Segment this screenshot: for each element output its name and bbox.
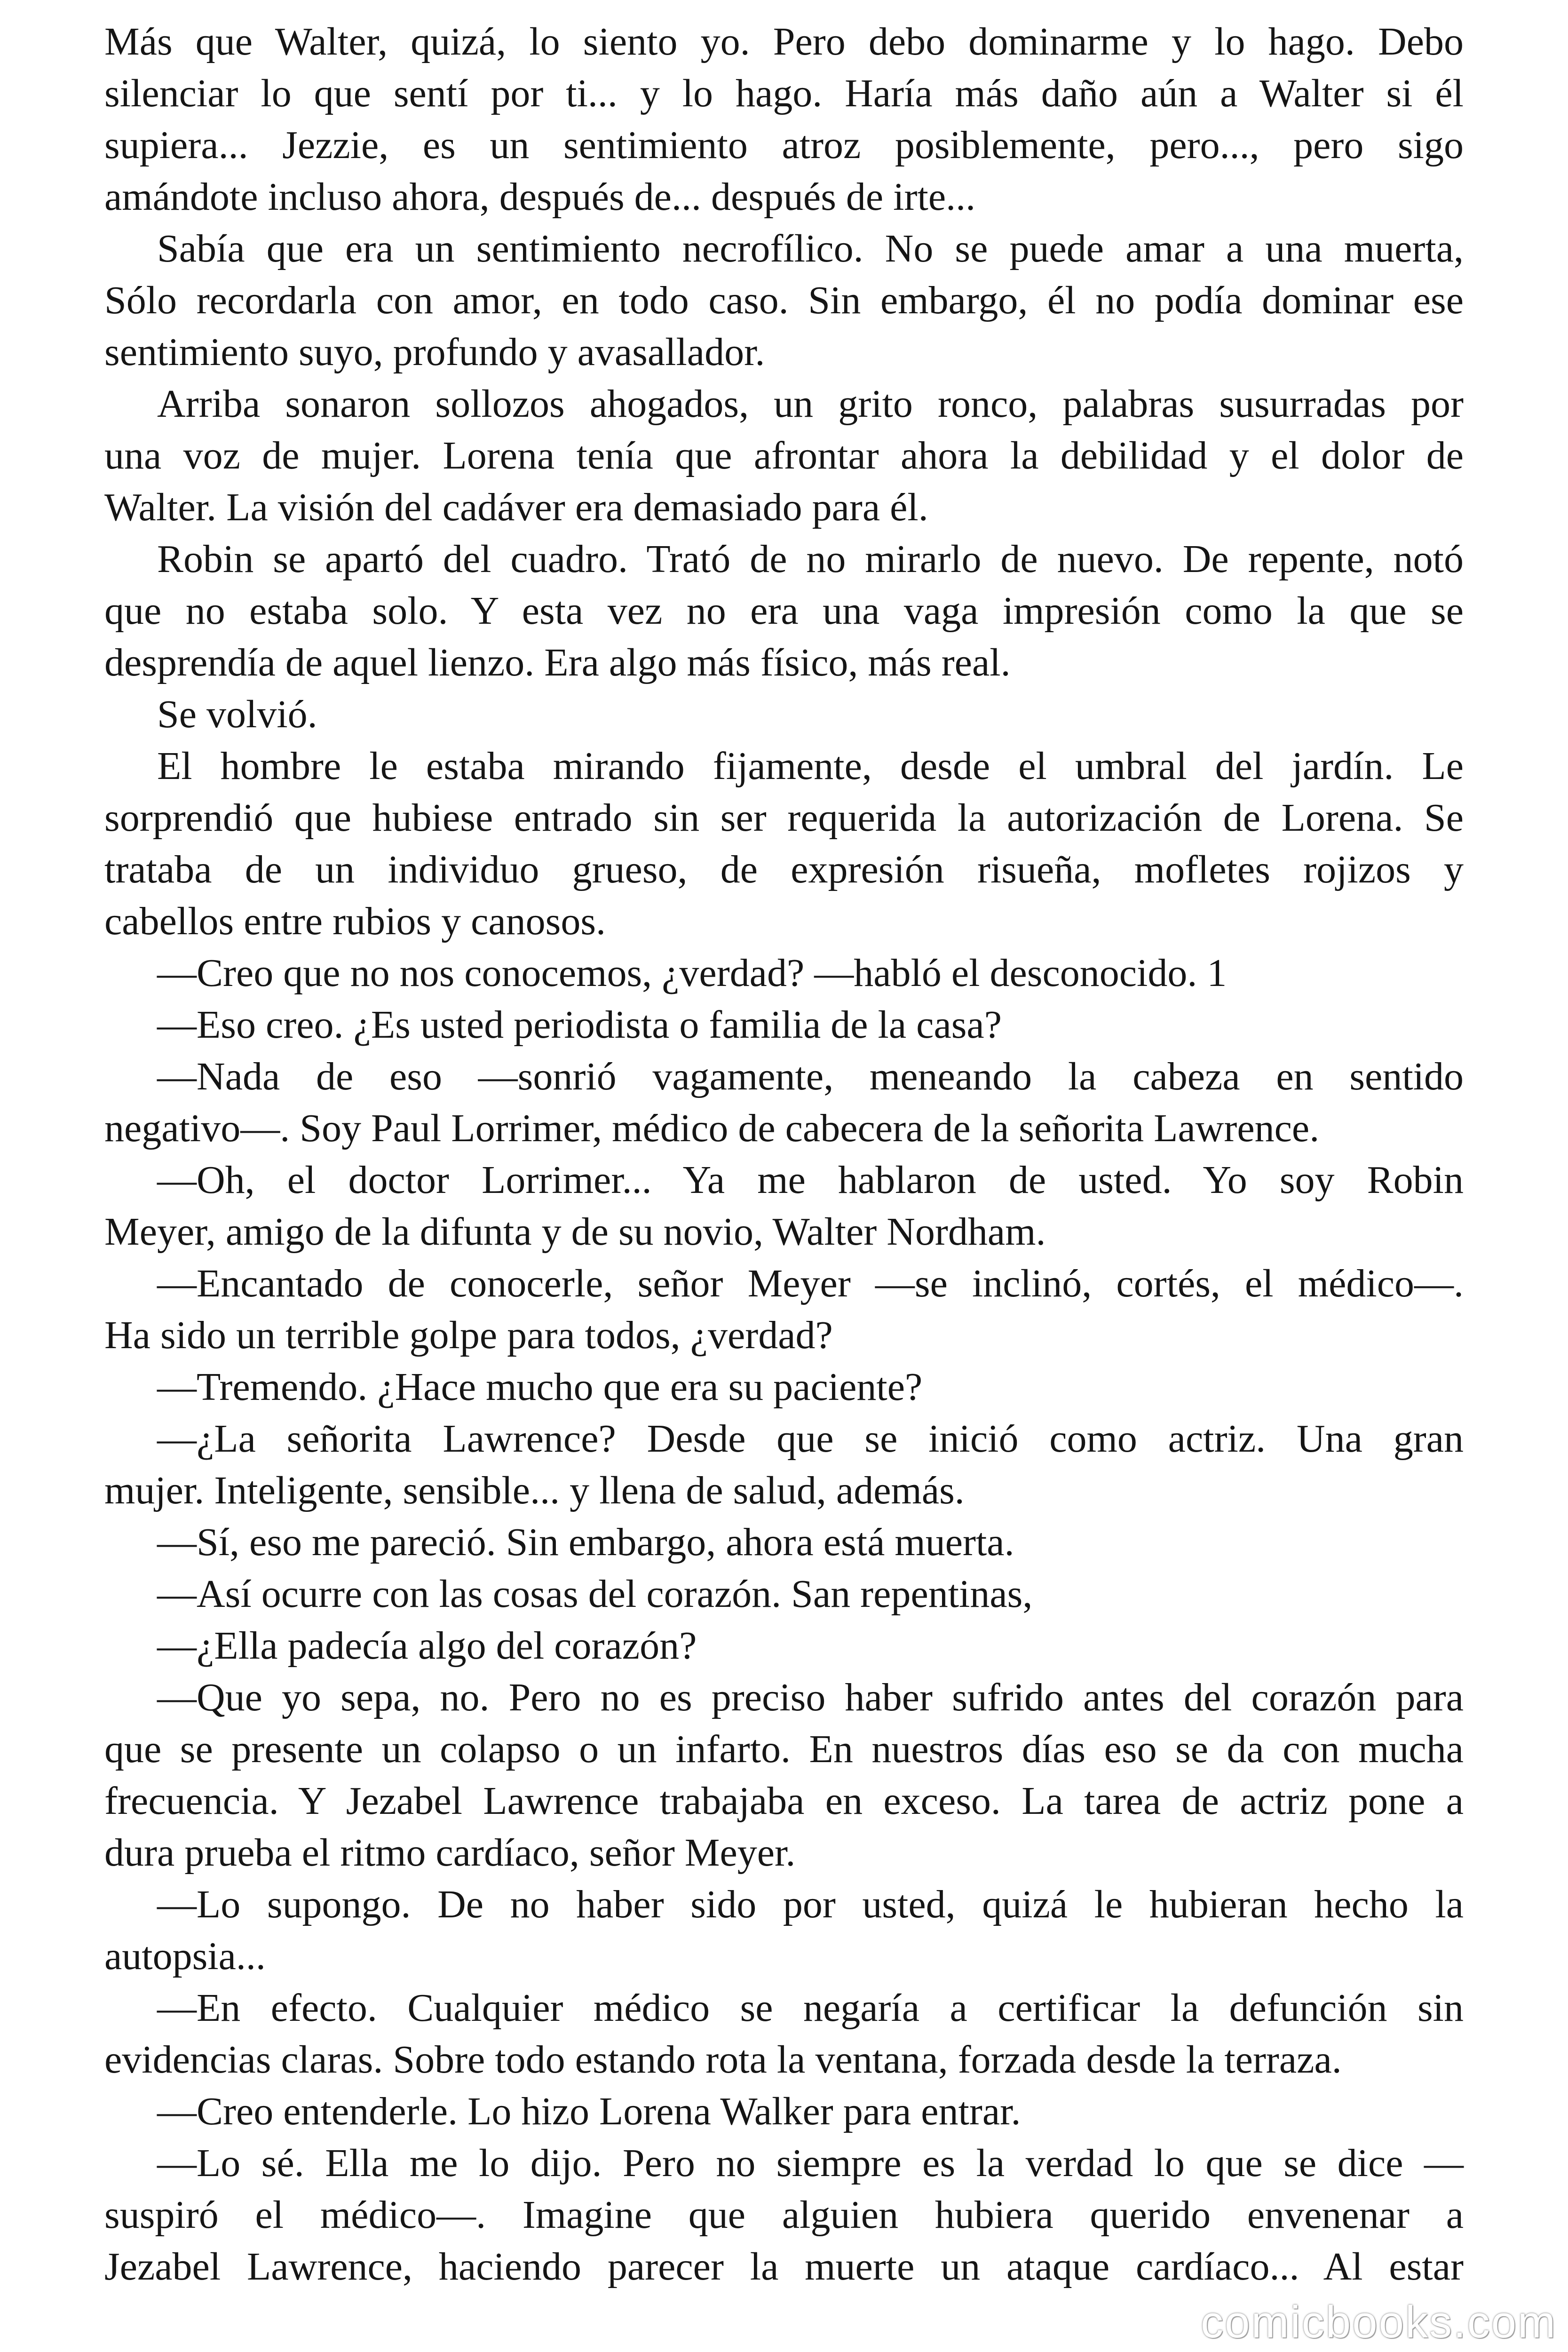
text-line: dura prueba el ritmo cardíaco, señor Meyer. <box>104 1831 796 1875</box>
text-line: Walter. La visión del cadáver era demasiado para él. <box>104 485 928 529</box>
text-line: una voz de mujer. Lorena tenía que afrontar ahora la debilidad y el dolor de <box>104 434 1464 477</box>
text-line: cabellos entre rubios y canosos. <box>104 899 606 943</box>
text-line: —Nada de eso —sonrió vagamente, meneando la cabeza en sentido <box>157 1055 1464 1098</box>
text-line: —Eso creo. ¿Es usted periodista o familia de la casa? <box>157 1003 1002 1047</box>
text-line: Ha sido un terrible golpe para todos, ¿verdad? <box>104 1313 833 1357</box>
text-line: Sabía que era un sentimiento necrofílico. No se puede amar a una muerta, <box>157 227 1464 270</box>
text-line: sorprendió que hubiese entrado sin ser requerida la autorización de Lorena. Se <box>104 796 1464 840</box>
text-line: amándote incluso ahora, después de... después de irte... <box>104 175 976 219</box>
text-line: desprendía de aquel lienzo. Era algo más físico, más real. <box>104 641 1011 684</box>
text-line: Arriba sonaron sollozos ahogados, un grito ronco, palabras susurradas por <box>157 382 1464 426</box>
text-line: —Creo entenderle. Lo hizo Lorena Walker para entrar. <box>157 2090 1021 2133</box>
text-line: Se volvió. <box>157 692 317 736</box>
text-line: —Oh, el doctor Lorrimer... Ya me hablaron de usted. Yo soy Robin <box>157 1158 1464 1202</box>
text-line: autopsia... <box>104 1934 266 1978</box>
book-page-text <box>104 16 1464 2293</box>
text-line: Robin se apartó del cuadro. Trató de no mirarlo de nuevo. De repente, notó <box>157 537 1464 581</box>
text-line: —Que yo sepa, no. Pero no es preciso haber sufrido antes del corazón para <box>157 1676 1464 1719</box>
text-line: evidencias claras. Sobre todo estando rota la ventana, forzada desde la terraza. <box>104 2038 1342 2082</box>
text-line: que no estaba solo. Y esta vez no era una vaga impresión como la que se <box>104 589 1464 633</box>
text-line: Jezabel Lawrence, haciendo parecer la muerte un ataque cardíaco... Al estar <box>104 2245 1464 2288</box>
text-line: —Sí, eso me pareció. Sin embargo, ahora está muerta. <box>157 1520 1014 1564</box>
text-line: —Así ocurre con las cosas del corazón. San repentinas, <box>157 1572 1033 1616</box>
text-line: —Tremendo. ¿Hace mucho que era su paciente? <box>157 1365 923 1409</box>
text-line: silenciar lo que sentí por ti... y lo hago. Haría más daño aún a Walter si él <box>104 72 1464 115</box>
text-line: Meyer, amigo de la difunta y de su novio, Walter Nordham. <box>104 1210 1046 1254</box>
text-line: sentimiento suyo, profundo y avasallador. <box>104 330 765 374</box>
text-line: —En efecto. Cualquier médico se negaría a certificar la defunción sin <box>157 1986 1464 2030</box>
text-line: que se presente un colapso o un infarto. En nuestros días eso se da con mucha <box>104 1727 1464 1771</box>
text-line: —Lo supongo. De no haber sido por usted, quizá le hubieran hecho la <box>157 1883 1464 1926</box>
text-line: Sólo recordarla con amor, en todo caso. Sin embargo, él no podía dominar ese <box>104 278 1464 322</box>
text-line: trataba de un individuo grueso, de expresión risueña, mofletes rojizos y <box>104 848 1464 891</box>
text-line: —Encantado de conocerle, señor Meyer —se inclinó, cortés, el médico—. <box>157 1262 1464 1305</box>
text-line: suspiró el médico—. Imagine que alguien hubiera querido envenenar a <box>104 2193 1464 2237</box>
text-line: —Creo que no nos conocemos, ¿verdad? —habló el desconocido. 1 <box>157 951 1227 995</box>
text-line: frecuencia. Y Jezabel Lawrence trabajaba en exceso. La tarea de actriz pone a <box>104 1779 1464 1823</box>
text-line: supiera... Jezzie, es un sentimiento atroz posiblemente, pero..., pero sigo <box>104 123 1464 167</box>
text-line: Más que Walter, quizá, lo siento yo. Pero debo dominarme y lo hago. Debo <box>104 20 1464 64</box>
text-line: —Lo sé. Ella me lo dijo. Pero no siempre es la verdad lo que se dice — <box>157 2141 1464 2185</box>
text-line: mujer. Inteligente, sensible... y llena de salud, además. <box>104 1469 965 1512</box>
text-line: El hombre le estaba mirando fijamente, desde el umbral del jardín. Le <box>157 744 1464 788</box>
text-line: —¿La señorita Lawrence? Desde que se inició como actriz. Una gran <box>157 1417 1464 1461</box>
text-line: negativo—. Soy Paul Lorrimer, médico de cabecera de la señorita Lawrence. <box>104 1106 1320 1150</box>
text-line: —¿Ella padecía algo del corazón? <box>157 1624 697 1668</box>
site-watermark: comicbooks.com <box>1201 2297 1557 2347</box>
